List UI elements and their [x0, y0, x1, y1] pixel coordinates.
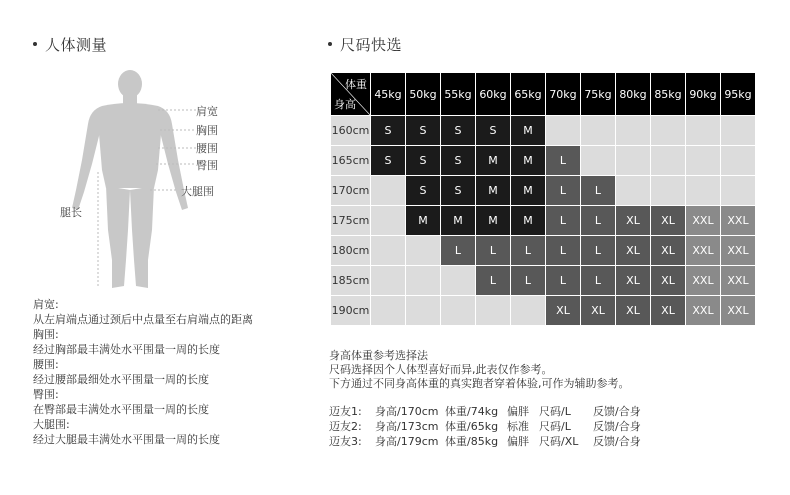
size-cell: XL — [581, 296, 616, 326]
definition-line: 从左肩端点通过颈后中点量至右肩端点的距离 — [33, 313, 253, 326]
runner-shape: 标准 — [507, 420, 529, 433]
size-cell: XL — [651, 266, 686, 296]
size-cell: L — [511, 236, 546, 266]
runner-shape: 偏胖 — [507, 435, 529, 448]
runner-name: 迈友2: — [329, 420, 362, 433]
runner-weight: 体重/85kg — [445, 435, 499, 448]
definition-line: 经过胸部最丰满处水平围量一周的长度 — [33, 343, 220, 356]
definition-line: 在臀部最丰满处水平围量一周的长度 — [33, 403, 209, 416]
size-cell: L — [441, 236, 476, 266]
runner-name: 迈友1: — [329, 405, 362, 418]
size-cell: XL — [616, 266, 651, 296]
height-row-header: 190cm — [331, 296, 371, 326]
size-cell: S — [406, 116, 441, 146]
size-cell: S — [406, 176, 441, 206]
size-cell: M — [476, 176, 511, 206]
runner-weight: 体重/65kg — [445, 420, 499, 433]
runner-size: 尺码/L — [539, 420, 571, 433]
runner-size: 尺码/L — [539, 405, 571, 418]
table-row — [331, 266, 756, 296]
runner-feedback-row — [329, 434, 653, 449]
weight-header-cell: 55kg — [441, 73, 476, 116]
label-chest: 胸围 — [196, 124, 218, 137]
weight-header-cell: 45kg — [371, 73, 406, 116]
weight-header-cell: 80kg — [616, 73, 651, 116]
size-cell: S — [441, 176, 476, 206]
weight-header-cell: 75kg — [581, 73, 616, 116]
body-silhouette-figure — [50, 60, 230, 295]
size-cell: S — [476, 116, 511, 146]
runner-feedback: 反馈/合身 — [593, 420, 641, 433]
size-cell — [371, 206, 406, 236]
size-cell — [721, 116, 756, 146]
size-cell: M — [511, 116, 546, 146]
size-cell — [581, 146, 616, 176]
height-row-header: 170cm — [331, 176, 371, 206]
size-cell: L — [581, 236, 616, 266]
size-notes — [329, 349, 630, 391]
size-cell: L — [581, 176, 616, 206]
height-row-header: 180cm — [331, 236, 371, 266]
size-cell — [581, 116, 616, 146]
label-shoulder: 肩宽 — [196, 105, 218, 118]
size-cell — [406, 236, 441, 266]
size-cell: XL — [651, 206, 686, 236]
size-cell: XL — [651, 296, 686, 326]
size-cell: S — [371, 146, 406, 176]
runner-feedback: 反馈/合身 — [593, 405, 641, 418]
label-thigh: 大腿围 — [181, 185, 214, 198]
runner-height: 身高/179cm — [375, 435, 439, 448]
weight-header-cell: 60kg — [476, 73, 511, 116]
size-cell: M — [476, 206, 511, 236]
size-cell: L — [546, 176, 581, 206]
size-quick-select-title-text: 尺码快选 — [340, 36, 403, 54]
table-header-row — [331, 73, 756, 116]
height-row-header: 165cm — [331, 146, 371, 176]
table-corner-cell — [331, 73, 371, 116]
size-cell — [371, 266, 406, 296]
runner-feedback-row — [329, 404, 653, 419]
definition-line: 肩宽: — [33, 298, 59, 311]
size-cell: XL — [651, 236, 686, 266]
size-cell — [721, 146, 756, 176]
size-cell: XL — [616, 206, 651, 236]
weight-header-cell: 65kg — [511, 73, 546, 116]
runner-size: 尺码/XL — [539, 435, 579, 448]
size-chart-table — [330, 72, 756, 326]
size-cell — [406, 296, 441, 326]
size-cell: XXL — [686, 236, 721, 266]
runner-height: 身高/170cm — [375, 405, 439, 418]
size-cell: XXL — [721, 236, 756, 266]
corner-height-label: 身高 — [334, 98, 356, 111]
size-cell — [651, 146, 686, 176]
height-row-header: 175cm — [331, 206, 371, 236]
size-cell — [686, 146, 721, 176]
runner-feedback-list — [329, 404, 653, 449]
definition-line: 胸围: — [33, 328, 59, 341]
height-row-header: 160cm — [331, 116, 371, 146]
note-line: 下方通过不同身高体重的真实跑者穿着体验,可作为辅助参考。 — [329, 377, 630, 390]
definition-line: 经过腰部最细处水平围量一周的长度 — [33, 373, 209, 386]
size-cell: L — [546, 146, 581, 176]
runner-feedback: 反馈/合身 — [593, 435, 641, 448]
height-row-header: 185cm — [331, 266, 371, 296]
size-cell — [721, 176, 756, 206]
size-cell: S — [371, 116, 406, 146]
size-cell: XXL — [721, 266, 756, 296]
table-row — [331, 176, 756, 206]
size-cell — [616, 116, 651, 146]
note-line: 尺码选择因个人体型喜好而异,此表仅作参考。 — [329, 363, 553, 376]
size-cell — [441, 296, 476, 326]
label-hip: 臀围 — [196, 159, 218, 172]
size-cell — [371, 236, 406, 266]
size-cell: S — [406, 146, 441, 176]
weight-header-cell: 85kg — [651, 73, 686, 116]
runner-shape: 偏胖 — [507, 405, 529, 418]
size-cell: M — [511, 176, 546, 206]
size-cell: XXL — [686, 206, 721, 236]
label-leg: 腿长 — [60, 206, 82, 219]
size-cell: XL — [616, 236, 651, 266]
size-cell — [686, 116, 721, 146]
size-cell — [371, 176, 406, 206]
bullet-dot — [328, 42, 332, 46]
size-cell: M — [406, 206, 441, 236]
definition-line: 腰围: — [33, 358, 59, 371]
table-row — [331, 206, 756, 236]
table-row — [331, 236, 756, 266]
size-cell — [651, 116, 686, 146]
size-cell: L — [546, 206, 581, 236]
size-cell: L — [476, 266, 511, 296]
size-cell: M — [511, 146, 546, 176]
size-cell — [546, 116, 581, 146]
size-cell: S — [441, 146, 476, 176]
size-cell: XL — [546, 296, 581, 326]
definition-line: 大腿围: — [33, 418, 70, 431]
size-cell: XL — [616, 296, 651, 326]
size-cell: L — [546, 266, 581, 296]
size-cell — [441, 266, 476, 296]
size-cell: XXL — [686, 296, 721, 326]
size-cell: S — [441, 116, 476, 146]
runner-feedback-row — [329, 419, 653, 434]
runner-weight: 体重/74kg — [445, 405, 499, 418]
corner-weight-label: 体重 — [345, 78, 367, 91]
weight-header-cell: 90kg — [686, 73, 721, 116]
bullet-dot — [33, 42, 37, 46]
table-row — [331, 116, 756, 146]
weight-header-cell: 70kg — [546, 73, 581, 116]
weight-header-cell: 95kg — [721, 73, 756, 116]
size-cell: L — [581, 266, 616, 296]
size-cell — [686, 176, 721, 206]
measurement-definitions — [33, 297, 253, 447]
weight-header-cell: 50kg — [406, 73, 441, 116]
size-cell — [511, 296, 546, 326]
runner-name: 迈友3: — [329, 435, 362, 448]
size-cell: M — [511, 206, 546, 236]
size-cell: XXL — [721, 206, 756, 236]
runner-height: 身高/173cm — [375, 420, 439, 433]
table-row — [331, 296, 756, 326]
label-waist: 腰围 — [196, 142, 218, 155]
size-cell — [476, 296, 511, 326]
size-cell — [371, 296, 406, 326]
size-cell — [616, 146, 651, 176]
size-cell — [616, 176, 651, 206]
table-row — [331, 146, 756, 176]
size-cell: L — [476, 236, 511, 266]
size-cell: M — [476, 146, 511, 176]
note-heading: 身高体重参考选择法 — [329, 349, 428, 362]
size-cell: XXL — [721, 296, 756, 326]
definition-line: 经过大腿最丰满处水平围量一周的长度 — [33, 433, 220, 446]
size-cell: XXL — [686, 266, 721, 296]
size-cell: M — [441, 206, 476, 236]
size-cell — [406, 266, 441, 296]
size-quick-select-title — [328, 34, 402, 55]
definition-line: 臀围: — [33, 388, 59, 401]
body-measure-title — [33, 34, 107, 55]
size-cell: L — [511, 266, 546, 296]
size-cell: L — [581, 206, 616, 236]
size-cell — [651, 176, 686, 206]
size-cell: L — [546, 236, 581, 266]
body-measure-title-text: 人体测量 — [45, 36, 108, 54]
